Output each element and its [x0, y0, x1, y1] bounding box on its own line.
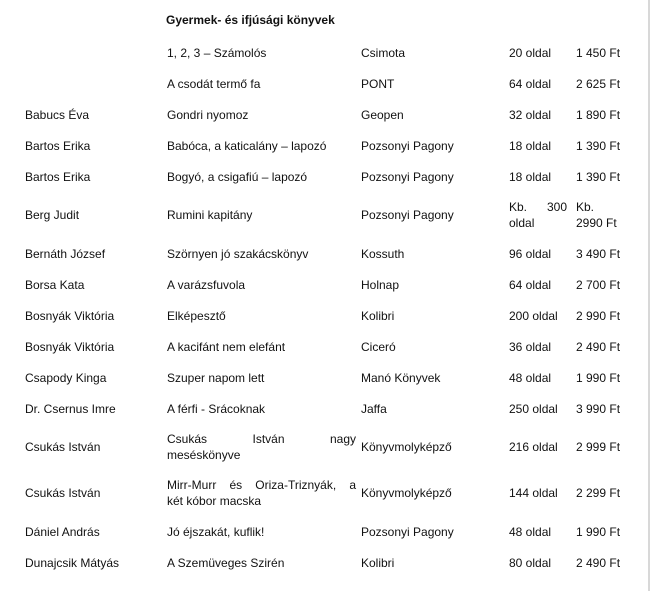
pages-cell: 18 oldal: [509, 169, 552, 184]
price-cell: 2 999 Ft: [576, 440, 621, 454]
price-cell: 1 390 Ft: [576, 138, 621, 153]
pages-line-2: oldal: [509, 216, 535, 230]
title-cell: A kacifánt nem elefánt: [167, 339, 286, 354]
title-cell: Szörnyen jó szakácskönyv: [167, 246, 309, 261]
title-line-2: két kóbor macska: [167, 494, 262, 508]
table-row: [20, 37, 632, 68]
pages-cell: 48 oldal: [509, 524, 552, 539]
publisher-cell: Kolibri: [361, 555, 395, 570]
author-cell: Dániel András: [25, 524, 100, 539]
author-cell: Csukás István: [25, 440, 101, 454]
pages-cell: 64 oldal: [509, 277, 552, 292]
pages-cell: 32 oldal: [509, 107, 552, 122]
author-cell: Dr. Csernus Imre: [25, 401, 116, 416]
title-cell: Jó éjszakát, kuflik!: [167, 524, 265, 539]
section-heading: Gyermek- és ifjúsági könyvek: [166, 13, 335, 27]
price-cell: 2 700 Ft: [576, 277, 621, 292]
pages-cell: 80 oldal: [509, 555, 552, 570]
title-cell: Gondri nyomoz: [167, 107, 249, 122]
table-row: [20, 130, 632, 161]
publisher-cell: Pozsonyi Pagony: [361, 524, 454, 539]
title-line-2: meséskönyve: [167, 448, 241, 462]
price-cell: 3 490 Ft: [576, 246, 621, 261]
title-cell: A Szemüveges Szirén: [167, 555, 285, 570]
author-cell: Bartos Erika: [25, 169, 91, 184]
price-cell: 1 450 Ft: [576, 45, 621, 60]
publisher-cell: Kolibri: [361, 308, 395, 323]
title-cell: Bogyó, a csigafiú – lapozó: [167, 169, 308, 184]
table-row: [20, 547, 632, 578]
price-cell: 1 990 Ft: [576, 524, 621, 539]
pages-cell: 18 oldal: [509, 138, 552, 153]
publisher-cell: Holnap: [361, 277, 400, 292]
author-cell: Csukás István: [25, 486, 101, 500]
price-cell: 1 990 Ft: [576, 370, 621, 385]
pages-cell: 96 oldal: [509, 246, 552, 261]
table-row: [20, 238, 632, 269]
title-cell: Babóca, a katicalány – lapozó: [167, 138, 327, 153]
price-cell: 2 490 Ft: [576, 555, 621, 570]
table-row: [20, 331, 632, 362]
title-cell: A csodát termő fa: [167, 76, 261, 91]
title-cell: A varázsfuvola: [167, 277, 246, 292]
author-cell: Berg Judit: [25, 208, 80, 222]
publisher-cell: Csimota: [361, 45, 406, 60]
table-row: [20, 161, 632, 192]
pages-cell: 144 oldal: [509, 486, 558, 500]
price-cell: 2 625 Ft: [576, 76, 621, 91]
pages-cell: [504, 192, 571, 238]
publisher-cell: Kossuth: [361, 246, 405, 261]
pages-cell: 250 oldal: [509, 401, 558, 416]
author-cell: Borsa Kata: [25, 277, 85, 292]
table-row: [20, 269, 632, 300]
author-cell: Bartos Erika: [25, 138, 91, 153]
book-table: [20, 37, 632, 578]
price-cell: 2 990 Ft: [576, 308, 621, 323]
pages-cell: 20 oldal: [509, 45, 552, 60]
title-cell: [162, 470, 356, 516]
price-line-1: Kb.: [576, 200, 595, 214]
price-cell: 1 890 Ft: [576, 107, 621, 122]
table-row: [20, 192, 632, 238]
title-line-1: Mirr-Murr és Oriza-Triznyák, a: [167, 478, 356, 492]
table-row: [20, 470, 632, 516]
table-row: [20, 393, 632, 424]
pages-cell: 48 oldal: [509, 370, 552, 385]
price-cell: 3 990 Ft: [576, 401, 621, 416]
pages-cell: 36 oldal: [509, 339, 552, 354]
table-row: [20, 516, 632, 547]
author-cell: Bosnyák Viktória: [25, 339, 115, 354]
author-cell: [20, 68, 162, 99]
price-cell: 2 299 Ft: [576, 486, 621, 500]
pages-cell: 200 oldal: [509, 308, 558, 323]
table-row: [20, 362, 632, 393]
table-row: [20, 300, 632, 331]
author-cell: Csapody Kinga: [25, 370, 107, 385]
table-row: [20, 424, 632, 470]
publisher-cell: Pozsonyi Pagony: [361, 138, 454, 153]
publisher-cell: Pozsonyi Pagony: [361, 169, 454, 184]
publisher-cell: Pozsonyi Pagony: [361, 208, 454, 222]
publisher-cell: PONT: [361, 76, 395, 91]
price-cell: 2 490 Ft: [576, 339, 621, 354]
publisher-cell: Ciceró: [361, 339, 396, 354]
table-row: [20, 68, 632, 99]
price-cell: 1 390 Ft: [576, 169, 621, 184]
title-line-1: Csukás István nagy: [167, 432, 356, 446]
publisher-cell: Könyvmolyképző: [361, 486, 452, 500]
title-cell: 1, 2, 3 – Számolós: [167, 45, 267, 60]
table-row: [20, 99, 632, 130]
title-cell: Szuper napom lett: [167, 370, 265, 385]
title-cell: [162, 424, 356, 470]
author-cell: Bernáth József: [25, 246, 106, 261]
pages-cell: 64 oldal: [509, 76, 552, 91]
pages-line-1: Kb. 300: [509, 200, 567, 214]
title-cell: Elképesztő: [167, 308, 226, 323]
author-cell: Dunajcsik Mátyás: [25, 555, 120, 570]
title-cell: A férfi - Srácoknak: [167, 401, 266, 416]
publisher-cell: Jaffa: [361, 401, 387, 416]
publisher-cell: Könyvmolyképző: [361, 440, 452, 454]
author-cell: [20, 37, 162, 68]
pages-cell: 216 oldal: [509, 440, 558, 454]
price-cell: [571, 192, 632, 238]
author-cell: Babucs Éva: [25, 107, 90, 122]
author-cell: Bosnyák Viktória: [25, 308, 115, 323]
publisher-cell: Manó Könyvek: [361, 370, 441, 385]
title-cell: Rumini kapitány: [167, 208, 253, 222]
price-line-2: 2990 Ft: [576, 216, 617, 230]
publisher-cell: Geopen: [361, 107, 404, 122]
